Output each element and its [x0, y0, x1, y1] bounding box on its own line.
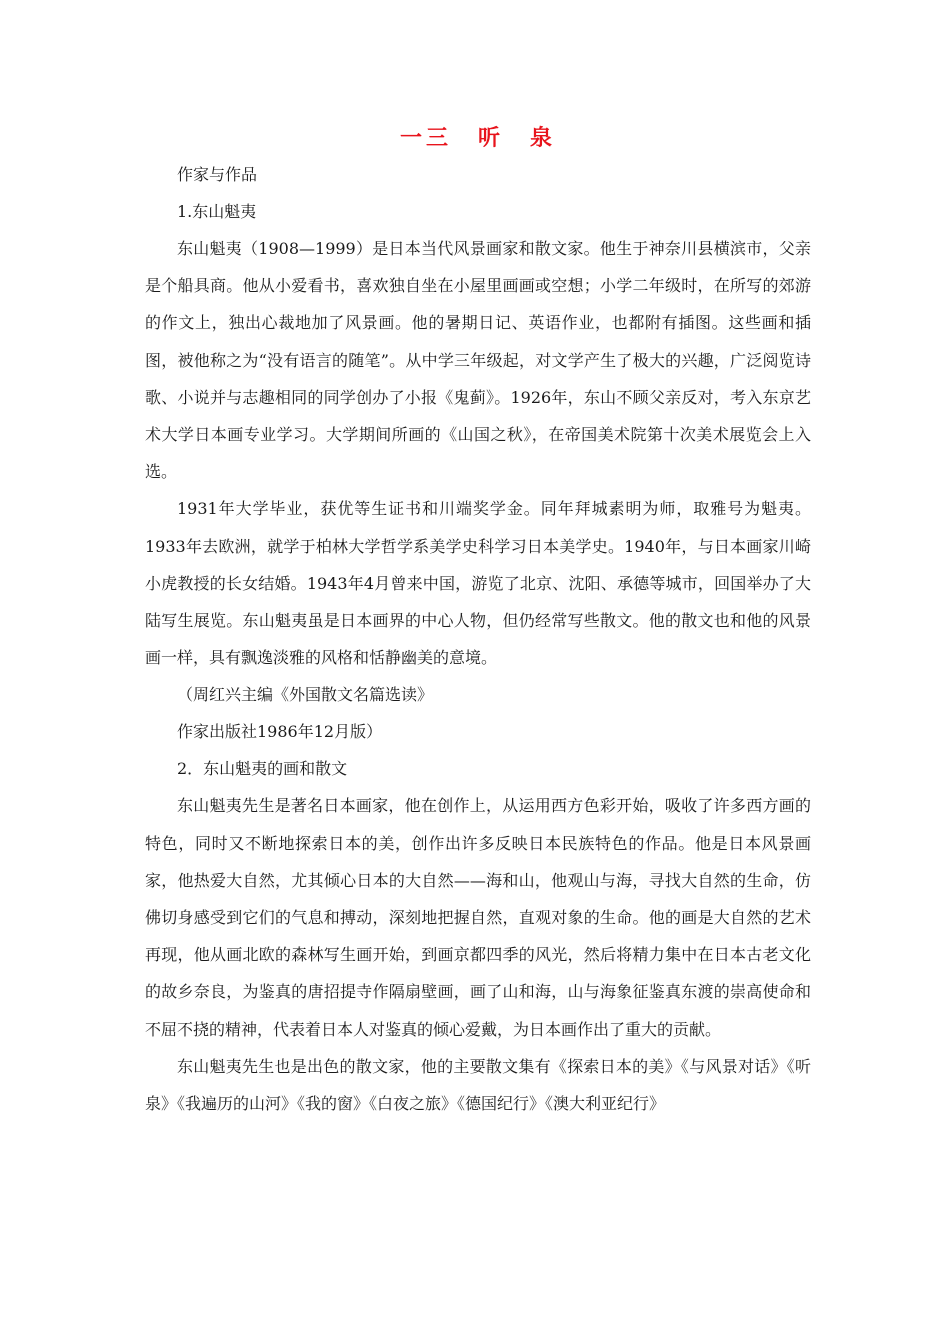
source-citation-line1: （周红兴主编《外国散文名篇选读》	[177, 685, 434, 705]
paragraph-biography-1: 东山魁夷（1908—1999）是日本当代风景画家和散文家。他生于神奈川县横滨市，父亲是个船具商。他从小爱看书，喜欢独自坐在小屋里画画或空想；小学二年级时，在所写的郊游的作文上，独出心裁地加了风景画。他的暑期日记、英语作业，也都附有插图。这些画和插图，被他称之为“没有语言的随笔”。从中学三年级起，对文学产生了极大的兴趣，广泛阅览诗歌、小说并与志趣相同的同学创办了小报《鬼蓟》。1926年，东山不顾父亲反对，考入东京艺术大学日本画专业学习。大学期间所画的《山国之秋》，在帝国美术院第十次美术展览会上入选。	[145, 239, 811, 482]
source-citation-line2: 作家出版社1986年12月版）	[177, 722, 383, 742]
paragraph-painting: 东山魁夷先生是著名日本画家，他在创作上，从运用西方色彩开始，吸收了许多西方画的特色，同时又不断地探索日本的美，创作出许多反映日本民族特色的作品。他是日本风景画家，他热爱大自然，尤其倾心日本的大自然——海和山，他观山与海，寻找大自然的生命，仿佛切身感受到它们的气息和搏动，深刻地把握自然，直观对象的生命。他的画是大自然的艺术再现，他从画北欧的森林写生画开始，到画京都四季的风光，然后将精力集中在日本古老文化的故乡奈良，为鉴真的唐招提寺作隔扇壁画，画了山和海，山与海象征鉴真东渡的崇高使命和不屈不挠的精神，代表着日本人对鉴真的倾心爱戴，为日本画作出了重大的贡献。	[145, 796, 811, 1039]
section-heading: 作家与作品	[177, 165, 258, 184]
page-title: 一三 听 泉	[399, 125, 556, 151]
paragraph-essays: 东山魁夷先生也是出色的散文家，他的主要散文集有《探索日本的美》《与风景对话》《听泉》《我遍历的山河》《我的窗》《白夜之旅》《德国纪行》《澳大利亚纪行》	[145, 1056, 811, 1114]
item1-heading: 1.东山魁夷	[177, 202, 257, 221]
paragraph-biography-2: 1931年大学毕业，获优等生证书和川端奖学金。同年拜城素明为师，取雅号为魁夷。1933年去欧洲，就学于柏林大学哲学系美学史科学习日本美学史。1940年，与日本画家川崎小虎教授的长女结婚。1943年4月曾来中国，游览了北京、沈阳、承德等城市，回国举办了大陆写生展览。东山魁夷虽是日本画界的中心人物，但仍经常写些散文。他的散文也和他的风景画一样，具有飘逸淡雅的风格和恬静幽美的意境。	[145, 499, 811, 668]
document-page	[145, 120, 811, 1122]
item2-heading: 2．东山魁夷的画和散文	[177, 759, 348, 779]
